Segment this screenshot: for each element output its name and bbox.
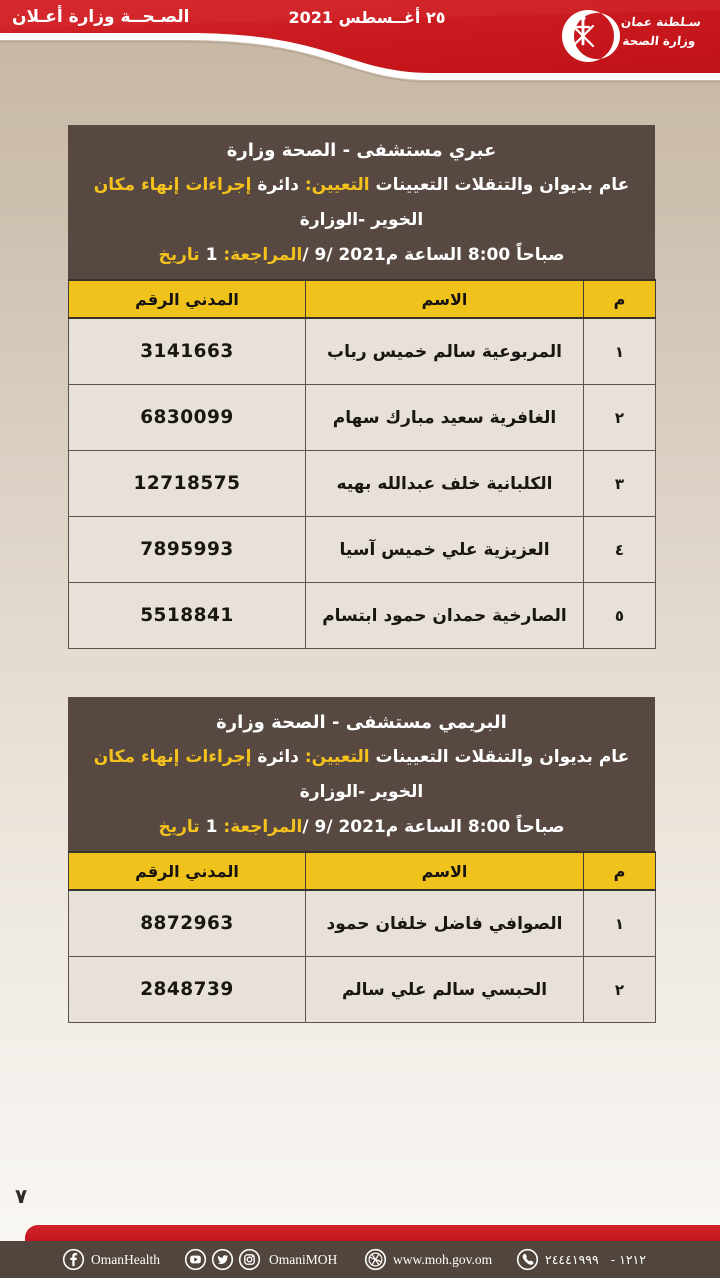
column-header-name: الاسم <box>306 852 584 890</box>
column-header-serial: م <box>584 280 656 318</box>
location-label: مكان‎ إنهاء‎ إجراءات‎ التعيين: <box>93 747 370 767</box>
table-row <box>69 385 656 451</box>
ministry-logo-text <box>610 13 710 51</box>
location-text: دائرة‎ التعيينات‎ والتنقلات‎ بديوان‎ عام <box>257 175 630 195</box>
twitter-icon <box>211 1248 234 1271</box>
location-label: مكان‎ إنهاء‎ إجراءات‎ التعيين: <box>93 175 370 195</box>
section-header <box>68 697 655 851</box>
location-text-2: الوزارة-‎ الخوير <box>299 210 424 230</box>
cell-serial: ٤ <box>584 517 656 583</box>
section-title: وزارة‎ الصحة‎ -‎ مستشفى‎ عبري <box>226 140 497 161</box>
table-row <box>69 957 656 1023</box>
review-date-label: تاريخ‎ المراجعة: <box>158 817 303 837</box>
cell-civil-number: 2848739 <box>69 957 306 1023</box>
section-title: وزارة‎ الصحة‎ -‎ مستشفى‎ البريمي <box>216 712 507 733</box>
phone-group <box>516 1248 646 1271</box>
table-row <box>69 451 656 517</box>
section-location-line <box>74 168 649 203</box>
cell-civil-number: 5518841 <box>69 583 306 649</box>
table-row <box>69 890 656 957</box>
candidates-table-ibri <box>68 279 656 649</box>
cell-name: آسيا‎ خميس‎ علي‎ العزيزية <box>306 517 584 583</box>
cell-serial: ٢ <box>584 957 656 1023</box>
youtube-icon <box>184 1248 207 1271</box>
hospital-section-ibri <box>68 125 655 649</box>
section-location-line <box>74 740 649 775</box>
facebook-handle: OmanHealth <box>91 1251 160 1267</box>
social-group <box>184 1248 337 1271</box>
cell-serial: ٥ <box>584 583 656 649</box>
cell-name: رباب‎ خميس‎ سالم‎ المربوعية <box>306 318 584 385</box>
table-row <box>69 517 656 583</box>
candidates-table-buraimi <box>68 851 656 1023</box>
cell-name: حمود‎ خلفان‎ فاضل‎ الصوافي <box>306 890 584 957</box>
section-header <box>68 125 655 279</box>
review-date-text: 1/‎ 9/‎ 2021م‎ الساعة‎ 8:00‎ صباحاً <box>205 817 565 837</box>
social-handle: OmaniMOH <box>269 1251 338 1267</box>
column-header-name: الاسم <box>306 280 584 318</box>
globe-icon <box>364 1248 387 1271</box>
phone-icon <box>516 1248 539 1271</box>
cell-name: ابتسام‎ حمود‎ حمدان‎ الصارخية <box>306 583 584 649</box>
table-row <box>69 583 656 649</box>
cell-name: سهام‎ مبارك‎ سعيد‎ الغافرية <box>306 385 584 451</box>
cell-civil-number: 12718575 <box>69 451 306 517</box>
page-number: ٧ <box>15 1184 28 1208</box>
column-header-civil-number: الرقم‎ المدني <box>69 852 306 890</box>
cell-serial: ١ <box>584 890 656 957</box>
cell-civil-number: 6830099 <box>69 385 306 451</box>
table-header-row <box>69 280 656 318</box>
facebook-icon <box>62 1248 85 1271</box>
location-text-2: الوزارة-‎ الخوير <box>299 782 424 802</box>
review-date-text: 1/‎ 9/‎ 2021م‎ الساعة‎ 8:00‎ صباحاً <box>205 245 565 265</box>
cell-serial: ٣ <box>584 451 656 517</box>
cell-civil-number: 8872963 <box>69 890 306 957</box>
section-date-line <box>74 810 649 845</box>
phone-number: ١٢١٢ - ٢٤٤٤١٩٩٩ <box>545 1252 646 1267</box>
section-date-line <box>74 238 649 273</box>
logo-country-line: سـلطنة عمان <box>620 15 702 29</box>
cell-serial: ١ <box>584 318 656 385</box>
table-header-row <box>69 852 656 890</box>
website-url: www.moh.gov.om <box>393 1251 493 1267</box>
review-date-label: تاريخ‎ المراجعة: <box>158 245 303 265</box>
website-group <box>364 1248 492 1271</box>
hospital-section-buraimi <box>68 697 655 1023</box>
cell-civil-number: 7895993 <box>69 517 306 583</box>
logo-ministry-line: وزارة الصحة <box>621 34 697 48</box>
cell-civil-number: 3141663 <box>69 318 306 385</box>
column-header-serial: م <box>584 852 656 890</box>
facebook-group <box>62 1248 160 1271</box>
footer-bar <box>0 1241 720 1278</box>
instagram-icon <box>238 1248 261 1271</box>
cell-serial: ٢ <box>584 385 656 451</box>
cell-name: سالم‎ علي‎ سالم‎ الحبسي <box>306 957 584 1023</box>
banner-date: ٢٥ أغــسطس 2021 <box>288 8 446 27</box>
location-text: دائرة‎ التعيينات‎ والتنقلات‎ بديوان‎ عام <box>257 747 630 767</box>
column-header-civil-number: الرقم‎ المدني <box>69 280 306 318</box>
announcement-title: أعـلان‎ وزارة‎ الصـحــة <box>12 7 190 27</box>
top-banner <box>0 0 720 90</box>
cell-name: بهيه‎ عبدالله‎ خلف‎ الكلبانية <box>306 451 584 517</box>
table-row <box>69 318 656 385</box>
